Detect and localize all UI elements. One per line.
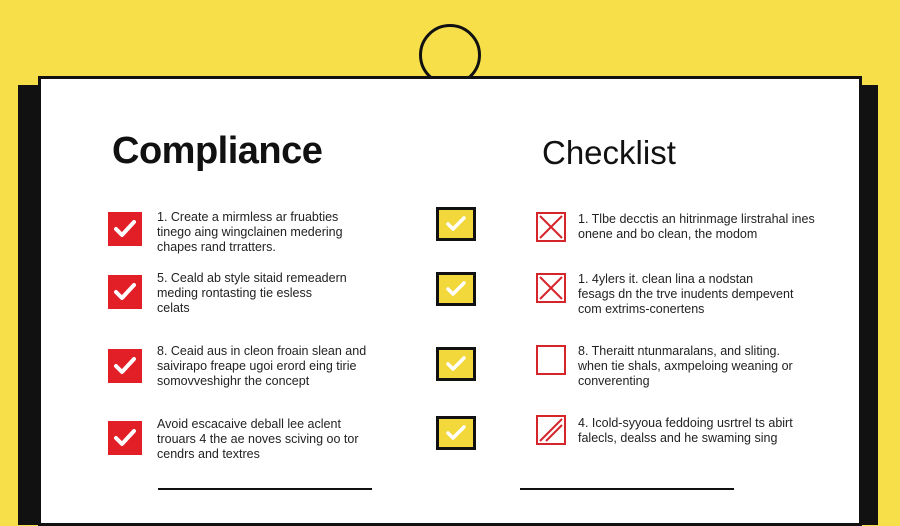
right-item-1: 1. Tlbe decctis an hitrinmage lirstrahal ines onene and bo clean, the modom bbox=[578, 212, 815, 241]
red-checkbox-checked[interactable] bbox=[108, 212, 142, 246]
cross-icon bbox=[538, 275, 564, 301]
slash-icon bbox=[538, 417, 564, 443]
right-item-2: 1. 4ylers it. clean lina a nodstan fesags dn the trve inudents dempevent com extrims-conertens bbox=[578, 272, 794, 316]
outline-checkbox-empty[interactable] bbox=[536, 345, 566, 375]
yellow-checkbox-checked[interactable] bbox=[436, 272, 476, 306]
check-icon bbox=[445, 355, 467, 373]
check-icon bbox=[445, 215, 467, 233]
divider-right bbox=[520, 488, 734, 490]
outline-checkbox-crossed[interactable] bbox=[536, 212, 566, 242]
check-icon bbox=[113, 428, 137, 448]
title-checklist: Checklist bbox=[542, 134, 676, 171]
cross-icon bbox=[538, 214, 564, 240]
left-item-4: Avoid escacaive deball lee aclent trouars 4 the ae noves sciving oo tor cendrs and textres bbox=[157, 417, 359, 461]
check-icon bbox=[113, 356, 137, 376]
left-item-2: 5. Ceald ab style sitaid remeadern meding rontasting tie esless celats bbox=[157, 271, 347, 315]
left-item-3: 8. Ceaid aus in cleon froain slean and saivirapo freape ugoi erord eing tirie somovveshighr the concept bbox=[157, 344, 367, 388]
outline-checkbox-crossed[interactable] bbox=[536, 273, 566, 303]
outline-checkbox-slashed[interactable] bbox=[536, 415, 566, 445]
right-item-3: 8. Theraitt ntunmaralans, and sliting. when tie shals, axmpeloing weaning or converenting bbox=[578, 344, 793, 388]
check-icon bbox=[445, 280, 467, 298]
title-compliance: Compliance bbox=[112, 130, 323, 172]
red-checkbox-checked[interactable] bbox=[108, 421, 142, 455]
check-icon bbox=[445, 424, 467, 442]
red-checkbox-checked[interactable] bbox=[108, 349, 142, 383]
yellow-checkbox-checked[interactable] bbox=[436, 207, 476, 241]
right-item-4: 4. Icold-syyoua feddoing usrtrel ts abirt falecls, dealss and he swaming sing bbox=[578, 416, 793, 445]
left-item-1: 1. Create a mirmless ar fruabties tinego aing wingclainen medering chapes rand trratters. bbox=[157, 210, 343, 254]
check-icon bbox=[113, 219, 137, 239]
divider-left bbox=[158, 488, 372, 490]
red-checkbox-checked[interactable] bbox=[108, 275, 142, 309]
check-icon bbox=[113, 282, 137, 302]
yellow-checkbox-checked[interactable] bbox=[436, 416, 476, 450]
yellow-checkbox-checked[interactable] bbox=[436, 347, 476, 381]
